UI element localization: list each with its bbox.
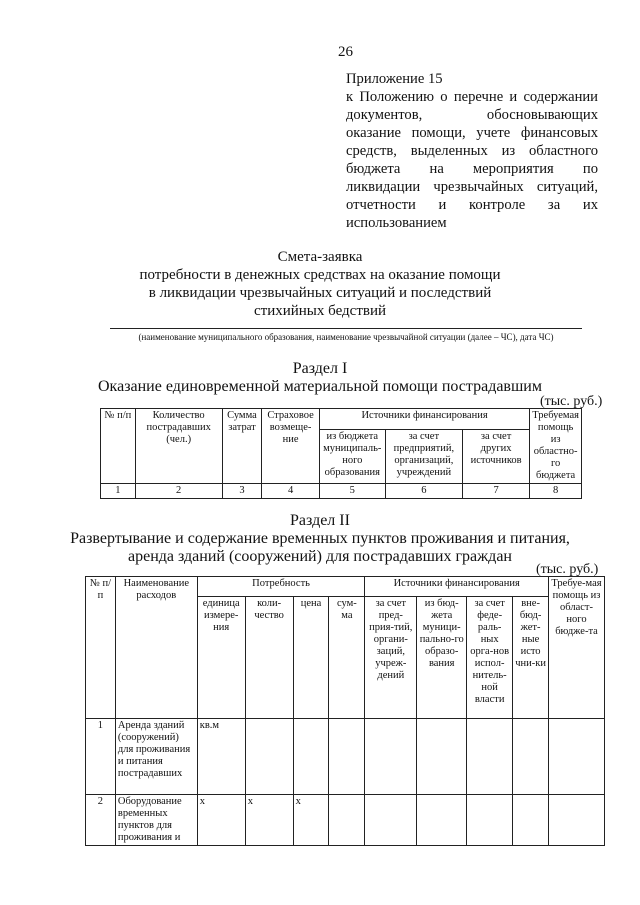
row-quantity bbox=[245, 719, 293, 795]
appendix-line: ликвидации чрезвычайных ситуаций, bbox=[346, 179, 598, 195]
appendix-line: бюджета на мероприятия по bbox=[346, 161, 598, 177]
col-header-src-enterprises: за счет предприятий, организаций, учреждений bbox=[385, 430, 462, 484]
row-name: Оборудование временных пунктов для проживания и bbox=[115, 795, 197, 846]
appendix-line: средств, выделенных из областного bbox=[346, 143, 598, 159]
column-number: 3 bbox=[222, 484, 262, 499]
municipality-fill-line bbox=[110, 328, 582, 329]
col-header-price: цена bbox=[293, 597, 329, 719]
col-header-unit: единица измере-ния bbox=[197, 597, 245, 719]
row-price bbox=[293, 719, 329, 795]
col-header-num: № п/п bbox=[101, 409, 136, 484]
col-header-num: № п/п bbox=[86, 577, 116, 719]
table-row bbox=[86, 795, 605, 846]
appendix-line: документов, обосновывающих bbox=[346, 107, 598, 123]
row-unit: кв.м bbox=[197, 719, 245, 795]
col-header-src-budget: из бюджета муниципаль-ного образования bbox=[319, 430, 385, 484]
col-header-name: Наименование расходов bbox=[115, 577, 197, 719]
appendix-line: использованием bbox=[346, 215, 447, 231]
row-name: Аренда зданий (сооружений) для проживания и питания пострадавших bbox=[115, 719, 197, 795]
col-header-sources: Источники финансирования bbox=[319, 409, 529, 430]
page-number: 26 bbox=[338, 44, 353, 60]
doc-subtitle-line: стихийных бедствий bbox=[253, 303, 387, 319]
appendix-line: отчетности и контроле за их bbox=[346, 197, 598, 213]
section1-title: Оказание единовременной материальной помощи пострадавшим bbox=[98, 378, 542, 395]
section2-unit: (тыс. руб.) bbox=[536, 562, 599, 577]
col-header-src-other: за счет других источников bbox=[462, 430, 529, 484]
table-row bbox=[86, 719, 605, 795]
column-number: 4 bbox=[262, 484, 320, 499]
section1-unit: (тыс. руб.) bbox=[540, 394, 603, 409]
section1-label: Раздел I bbox=[292, 360, 348, 377]
section2-table bbox=[85, 576, 605, 846]
section2-title-line: Развертывание и содержание временных пунктов проживания и питания, bbox=[70, 530, 570, 547]
col-header-src-enterprises: за счет пред-прия-тий, органи-заций, учреж-дений bbox=[365, 597, 417, 719]
municipality-note: (наименование муниципального образования, наименование чрезвычайной ситуации (далее – ЧС), дата ЧС) bbox=[138, 332, 554, 342]
col-header-src-federal: за счет феде-раль-ных орга-нов испол-нитель-ной власти bbox=[467, 597, 513, 719]
column-number: 6 bbox=[385, 484, 462, 499]
col-header-required: Требуе-мая помощь из област-ного бюдже-та bbox=[549, 577, 605, 719]
doc-title: Смета-заявка bbox=[277, 249, 363, 265]
section2-label: Раздел II bbox=[290, 512, 350, 529]
col-header-need: Потребность bbox=[197, 577, 365, 597]
section1-table bbox=[100, 408, 582, 499]
col-header-sources: Источники финансирования bbox=[365, 577, 549, 597]
row-price: х bbox=[293, 795, 329, 846]
section2-title-line: аренда зданий (сооружений) для пострадавших граждан bbox=[128, 548, 512, 565]
col-header-insurance: Страховое возмеще-ние bbox=[262, 409, 320, 484]
column-number: 1 bbox=[101, 484, 136, 499]
column-number: 7 bbox=[462, 484, 529, 499]
column-number: 8 bbox=[530, 484, 582, 499]
col-header-count: Количество пострадавших (чел.) bbox=[135, 409, 222, 484]
col-header-required: Требуемая помощь из областно-го бюджета bbox=[530, 409, 582, 484]
appendix-line: к Положению о перечне и содержании bbox=[346, 89, 598, 105]
row-num: 1 bbox=[86, 719, 116, 795]
col-header-quantity: коли-чество bbox=[245, 597, 293, 719]
appendix-line: Приложение 15 bbox=[346, 71, 443, 87]
col-header-src-extra: вне-бюд-жет-ные исто чни-ки bbox=[513, 597, 549, 719]
appendix-block bbox=[346, 70, 598, 232]
doc-subtitle-line: потребности в денежных средствах на оказание помощи bbox=[139, 267, 501, 283]
appendix-line: оказание помощи, учете финансовых bbox=[346, 125, 598, 141]
doc-subtitle-line: в ликвидации чрезвычайных ситуаций и последствий bbox=[148, 285, 492, 301]
col-header-amount: сум-ма bbox=[329, 597, 365, 719]
column-number: 2 bbox=[135, 484, 222, 499]
column-number: 5 bbox=[319, 484, 385, 499]
row-unit: х bbox=[197, 795, 245, 846]
row-quantity: х bbox=[245, 795, 293, 846]
col-header-sum: Сумма затрат bbox=[222, 409, 262, 484]
row-num: 2 bbox=[86, 795, 116, 846]
col-header-src-municipal: из бюд-жета муници-пально-го образо-вания bbox=[417, 597, 467, 719]
